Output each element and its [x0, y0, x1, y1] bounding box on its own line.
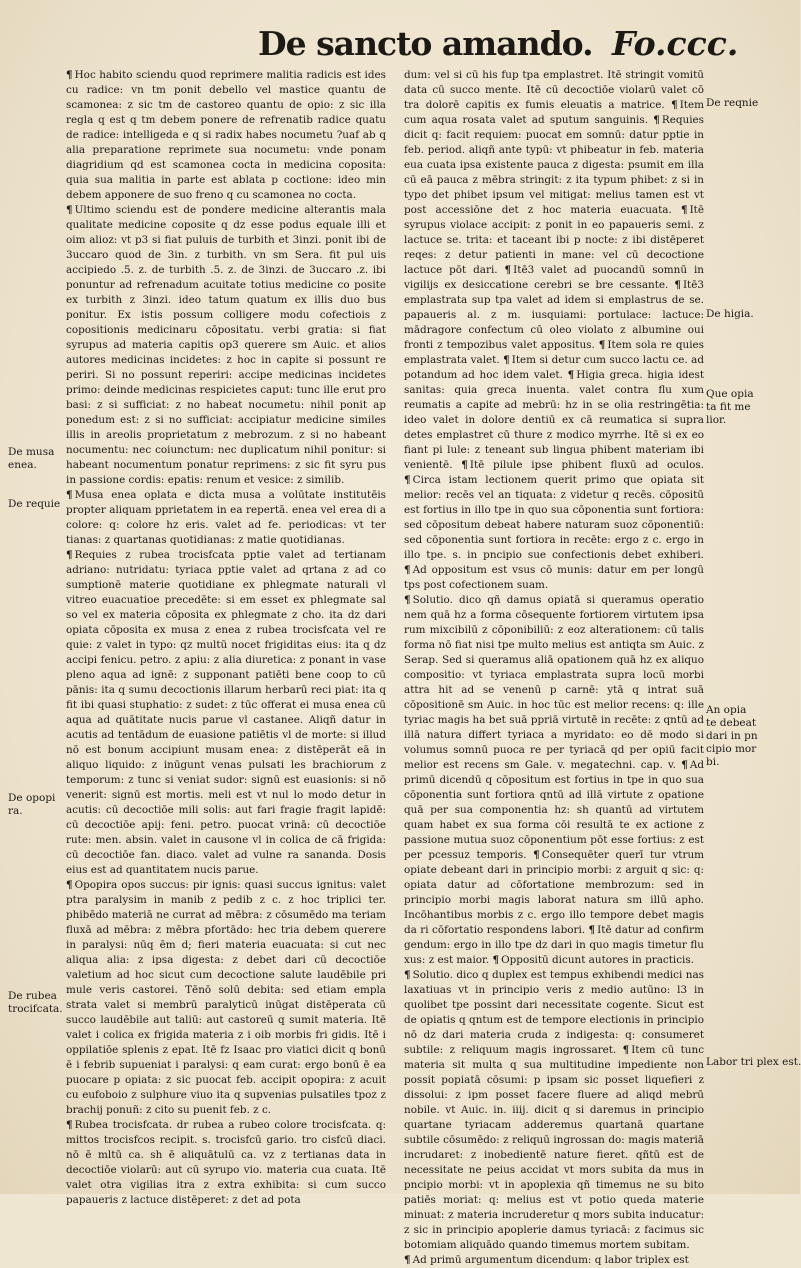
paragraph-text: dum: vel si cū his fup tpa emplastret. Itē stringit vomitū data cū succo mente. Itē cū decoctiōe violarū valet cō tra dolorē capitis ex fumis eleuatis a matrice.: [404, 69, 704, 111]
text-column-left: [66, 68, 386, 1206]
margin-note-line: dari in pn: [706, 730, 758, 742]
margin-note-line: te debeat: [706, 717, 757, 729]
paragraph-text: Item cum aqua rosata valet ad sputum sanguinis.: [404, 99, 704, 126]
paragraph-text: Itē syrupus violace accipit: z ponit in eo papaueris semi. z lactuce se. trita: et taceant ibi p nocte: z ibi distēperet reqes: z detur patienti in mane: vel cū decoctione lactuce pōt dari.: [404, 204, 704, 276]
paragraph-text: Requies dicit q: facit requiem: puocat em somnū: datur pptie in feb. period. aliqñ ante typū: vt phibeatur in feb. materia eua cuata ipsa existente pauca z digesta: psumit em illa cū eā pauca z mēbra stringit: z ita typum phibet: z si in typo det phibet ipsum vel mitigat: melius tamen est vt post accessiōne det z hoc materia euacuata.: [404, 114, 704, 216]
pilcrow-icon: ¶: [461, 459, 468, 471]
paragraph-text: Solutio. dico qñ damus opiatā si queramus operatio nem quā hz a forma cōsequente fortiorem virtutem ipsa rum mixcibilū z cōponibiliū: z eoz alterationem: cū talis forma nō fiat nisi tpe multo melius est antiqta sm Auic. z Serap. Sed si queramus aliā opationem quā hz ex aliquo compositio: vt tyriaca emplastrata supra locū morbi attra hit ad se venenū p carnē: ytā q intrat suā cōpositionē sm Auic. in hoc tūc est melior recens: q: ille tyriac magis ha bet suā ppriā virtutē in recēte: z qntū ad illā natura differt tyriaca a myridato: eo dē modo si volumus somnū puoca re per tyriacā qd per opiū facit melior est recens sm Gale. v. megatechni. cap. v.: [404, 594, 704, 771]
paragraph: [404, 593, 704, 968]
margin-note-line: An opia: [706, 704, 747, 716]
margin-note-line: De musa: [8, 446, 55, 458]
paragraph-text: Oppositū dicunt autores in practicis.: [501, 954, 694, 966]
paragraph-text: Ad oppositum est vsus cō munis: datur em per longū tps post cofectionem suam.: [404, 564, 704, 591]
running-title: De sancto amando.: [258, 24, 593, 63]
pilcrow-icon: ¶: [66, 1119, 73, 1131]
margin-note-labor-triplex: [706, 1056, 801, 1069]
pilcrow-icon: ¶: [66, 549, 73, 561]
pilcrow-icon: ¶: [588, 924, 596, 936]
paragraph-text: Ad primū argumentum dicendum: q labor triplex est: [412, 1254, 689, 1266]
paragraph-text: Requies z rubea trocisfcata pptie valet ad tertianam adriano: nutridatu: tyriaca pptie valet ad qrtana z ad co sumptionē materie quotidiane ex phlegmate naturali vl vitreo euacuatioe precedēte: si em esset ex phlegmate sal so vel ex materia cōposita ex phlegmate z cho. ita dz dari opiata cōposita ex musa z enea z rubea trocisfcata vel re quie: z valet in typo: qz multū nocet frigiditas eius: ita q dz accipi fenicu. petro. z apiu: z alia diuretica: z ponant in vase pleno aqua ad ignē: z supponant patiēti bene coop to cū pānis: ita q sumu decoctionis illarum herbarū reci piat: ita q fit ibi quasi stuphatio: z sudet: z tūc offerat ei musa enea cū aqua ad quātitate nucis parue vl castanee. Aliqñ datur in acutis ad tentādum de euasione patiētis vl de morte: si illud nō est bonum accipiunt musam enea: z distēperāt eā in aliquo liquido: z inūgunt venas pulsati les brachiorum z temporum: z tunc si veniat sudor: signū est euasionis: si nō venerit: signū est mortis. meli est vt nul lo modo detur in acutis: cū decoctiōe mili solis: aut fari fragie fragit lapidē: cū decoctiōe apij: feni. petro. puocat vrinā: cū decoctiōe rute: men. absin. valet in causone vl in colica de cā frigida: cū decoctiōe fan. diaco. valet ad vulne ra sananda. Dosis eius est ad quantitatem nucis parue.: [66, 549, 386, 876]
text-column-right: [404, 68, 705, 1266]
margin-note-line: De rubea: [8, 990, 57, 1002]
pilcrow-icon: ¶: [404, 1254, 411, 1266]
paragraph-text: Ad primū dicendū q cōpositum est fortius in tpe in quo sua cōponentia sunt fortiora qntū ad illā virtute z opatione quā per sua componentia hz: sh quantū ad virtutem quam habet ex sua forma cōi resultā te ex actione z passione mutua suoz cōponentium pōt esse fortius: z est per pcessuz temporis.: [404, 759, 704, 861]
pilcrow-icon: ¶: [680, 204, 688, 216]
margin-note-line: Labor tri plex est.: [706, 1056, 801, 1068]
paragraph-text: Itē3 valet ad puocandū somnū in vigilijs ex desiccatione cerebri se bre cessante.: [404, 264, 704, 291]
margin-note-de-requie-right: [706, 97, 758, 110]
paragraph: [66, 878, 386, 1118]
margin-note-line: De higia.: [706, 308, 754, 320]
pilcrow-icon: ¶: [66, 489, 73, 501]
pilcrow-icon: ¶: [533, 849, 540, 861]
page-header: [0, 22, 800, 72]
margin-note-line: De opopi: [8, 792, 56, 804]
margin-note-line: ta fit me: [706, 401, 751, 413]
paragraph: [404, 68, 704, 593]
paragraph: [66, 548, 386, 878]
margin-note-line: lior.: [706, 414, 727, 426]
pilcrow-icon: ¶: [404, 594, 411, 606]
margin-note-line: De reqnie: [706, 97, 759, 109]
paragraph-text: Item si detur cum succo lactu ce. ad potandum ad hoc idem valet.: [404, 354, 704, 381]
margin-note-an-opiate: [706, 704, 758, 769]
paragraph: [66, 203, 386, 488]
pilcrow-icon: ¶: [404, 474, 411, 486]
paragraph-text: Item sola re quies emplastrata valet.: [404, 339, 704, 366]
pilcrow-icon: ¶: [66, 204, 73, 216]
margin-note-line: trocifcata.: [8, 1003, 63, 1015]
margin-note-de-musa-enea: [8, 446, 54, 472]
paragraph-text: Opopira opos succus: pir ignis: quasi succus ignitus: valet ptra paralysim in manib z pedib z c. z hoc triplici ter. phibēdo materiā ne currat ad mēbra: z cōsumēdo ma teriam fluxā ad mēbra: z mēbra pfortādo: hec tria debem querere in paralysi: nūq ēm d; fieri materia euacuata: si cut nec aliqua alia: z ipsa digesta: z debet dari cū decoctiōe valetium ad hoc sicut cum decoctione salute laudēbile pri mule veris castorei. Tēnō solū debita: sed etiam empla strata valet si membrū paralyticū inūgat distēperata cū succo laudēbile aut taliū: aut castoreū q sumit materia. Itē valet i colica ex frigida materia z i oib morbis fri gidis. Itē i oppilatiōe splenis z epat. Itē fz Isaac pro viatici dicit q bonū ē i febrib supueniat i paralysi: q eam curat: ergo bonū ē ea puocare p opiata: z sic puocat feb. accipit opopira: z acuit cu eufoboio z sulphure viuo ita q supvenias pulsatiles tpoz z brachij ponuñ: z cito su puenit feb. z c.: [66, 879, 386, 1116]
folio-number: Fo.ccc.: [612, 24, 739, 63]
margin-note-line: ra.: [8, 805, 23, 817]
margin-note-line: Que opia: [706, 388, 754, 400]
paragraph-text: Higia greca. higia idest sanitas: quia greca inuenta. valet contra flu xum reumatis a capite ad mebrū: hz in se olia restringētia: ideo valet in dolore dentiū ex cā reumatica si supra detes emplastret cū thure z modico myrrhe. Itē si ex eo fiant pi lule: z teneant sub lingua phibent materiam ibi venientē.: [404, 369, 705, 471]
pilcrow-icon: ¶: [653, 114, 660, 126]
margin-note-de-higia: [706, 308, 754, 321]
pilcrow-icon: ¶: [671, 99, 678, 111]
paragraph-text: Itē datur ad confirm gendum: ergo in illo tpe dz dari in quo magis timetur flu xus: z est maior.: [404, 924, 704, 966]
margin-note-de-rubea: [8, 990, 63, 1016]
margin-note-line: De requie: [8, 498, 61, 510]
pilcrow-icon: ¶: [598, 339, 606, 351]
paragraph: [66, 68, 386, 203]
paragraph-text: Circa istam lectionem querit primo que opiata sit melior: recēs vel an tiquata: z videtur q recēs. cōpositū est fortius in illo tpe in quo sua cōponentia sunt fortiora: sed cōpositum debeat habere naturam suoz cōponentiū: sed cōponentia sunt fortiora in recēte: ergo z c. ergo in illo tpe. s. in pncipio sue confectionis debet exhiberi.: [404, 474, 704, 561]
paragraph: [66, 1118, 386, 1208]
paragraph-text: Musa enea oplata e dicta musa a volūtate institutēis propter aliquam pprietatem in ea repertā. enea vel erea di a colore: q: colore hz eris. valet ad fe. periodicas: vt ter tianas: z quartanas quotidianas: z matie quotidianas.: [66, 489, 386, 546]
pilcrow-icon: ¶: [404, 564, 411, 576]
paragraph: [66, 488, 386, 548]
paragraph-text: Hoc habito sciendu quod reprimere malitia radicis est ides cu radice: vn tm ponit debello vel mastice quantu de scamonea: z sic tm de castoreo quantu de opio: z sic illa regla q est q tm debem ponere de refrenatib radice quatu de radice: intelligeda e q si radix habes nocumetu ?uaf ab q alia preparatione reprimete sua nocumetu: vnde ponam diagridium qd est scamonea cocta in medicina coposita: quia sua malitia in parte est ablata p coctione: ideo min debem apponere de suo freno q cu scamonea no cocta.: [66, 69, 386, 201]
margin-note-line: enea.: [8, 459, 37, 471]
pilcrow-icon: ¶: [503, 354, 510, 366]
pilcrow-icon: ¶: [622, 1044, 630, 1056]
pilcrow-icon: ¶: [567, 369, 575, 381]
paragraph-text: Rubea trocisfcata. dr rubea a rubeo colore trocisfcata. q: mittos trocisfcos recipit. s. trocisfcū gario. tro cisfcū diaci. nō ē mltū ca. sh ē aliquātulū ca. vz z tertianas data in decoctiōe violarū: aut cū syrupo vio. materia cua cuata. Itē valet otra vigilias itra z extra exhibita: si cum succo papaueris z lactuce distēperet: z det ad pota: [66, 1119, 386, 1206]
margin-note-de-opopira: [8, 792, 55, 818]
paragraph-text: Itē3 emplastrata sup tpa valet ad idem si emplastrus de se. papaueris al. z m. iusquiami: portulace: lactuce: mādragore confectum cū oleo violato z albumine oui fronti z tempozibus valet appositus.: [404, 279, 704, 351]
paragraph-text: Ultimo sciendu est de pondere medicine alterantis mala qualitate medicine coposite q dz esse podus equale illi et oim alioz: vt p3 si fiat puluis de turbith et 3inzi. ponit ibi de 3uccaro quod de 3in. z turbith. vn sm Sera. fit pul uis accipiedo .5. z. de turbith .5. z. de 3inzi. de 3uccaro .z. ibi ponuntur ad refrenadum acuitate totius medicine co posite ex turbith z 3inzi. ideo tatum quatum ex illis duo bus ponitur. Ex istis possum colligere modu cofectiois z copositionis medicinaru cōpositatu. verbi gratia: si fiat syrupus ad materia capitis op3 querere sm Auic. et alios autores medicinas incidetes: z hoc in capite si possunt re periri. Si no possunt reperiri: accipe medicinas incidetes primo: deinde medicinas respicietes caput: tunc ille erut pro basi: z si sufficiat: z no habeat nocumetu: nihil ponit ap ponedum est: z si no sufficiat: accipiatur medicine similes illis in areolis proprietatum z mebrozum. z si no habeant nocumentu: nec coiunctum: nec duplicatum nihil ponitur: si habeant nocumentum ponatur reprimens: z sic fit syru pus in passione cordis: epatis: renum et vesice: z similib.: [66, 204, 386, 486]
pilcrow-icon: ¶: [66, 879, 73, 891]
pilcrow-icon: ¶: [66, 69, 73, 81]
pilcrow-icon: ¶: [504, 264, 512, 276]
pilcrow-icon: ¶: [681, 759, 688, 771]
margin-note-que-opiata: [706, 388, 754, 427]
paragraph-text: Consequēter querī tur vtrum opiate debeant dari in principio morbi: z arguit q sic: q: opiata datur ad cōfortatione membrozum: sed in principio morbi magis laborat natura sm illū apho. Incōhantibus morbis z c. ergo illo tempore debet magis da ri cōfortatio respondens labori.: [404, 849, 704, 936]
margin-note-line: bi.: [706, 756, 720, 768]
paragraph-text: Itē pilule ipse phibent fluxū ad oculos.: [469, 459, 704, 471]
paragraph: [404, 968, 704, 1253]
paragraph-text: Item cū tunc materia sit multa q sua multitudine impediente non possit popiatā cōsumi: p ipsam sic posset liquefieri z dissolui: z ipm posset facere fluere ad aliqd mebrū nobile. vt Auic. in. iiij. dicit q si daremus in principio quartane tyriacam adderemus quartanā quartane subtile cōsumēdo: z reliquū ingrossan do: magis materiā incrudaret: z inobedientē nature fieret. qñtū est de necessitate ne peius accidat vt mors subita da mus in pncipio morbi: vt in apoplexia qñ timemus ne su bito patiēs moriat: q: melius est vt potio queda materie minuat: z materia incruderetur q mors subita inducatur: z sic in principio apoplerie damus tyriacā: z facimus sic botomiam aliquādo quando timemus mortem subitam.: [404, 1044, 705, 1251]
pilcrow-icon: ¶: [404, 969, 411, 981]
margin-note-line: cipio mor: [706, 743, 757, 755]
pilcrow-icon: ¶: [492, 954, 500, 966]
paragraph: [404, 1253, 704, 1268]
pilcrow-icon: ¶: [674, 279, 681, 291]
paragraph-text: Solutio. dico q duplex est tempus exhibendi medici nas laxatiuas vt in principio veris z medio autūno: l3 in quolibet tpe possint dari necessitate cogente. Sicut est de opiatis q qntum est de tempore electionis in principio nō dz dari materia cruda z indigesta: q: consumeret subtile: z reliquum magis ingrossaret.: [404, 969, 704, 1056]
margin-note-de-requie-left: [8, 498, 60, 511]
